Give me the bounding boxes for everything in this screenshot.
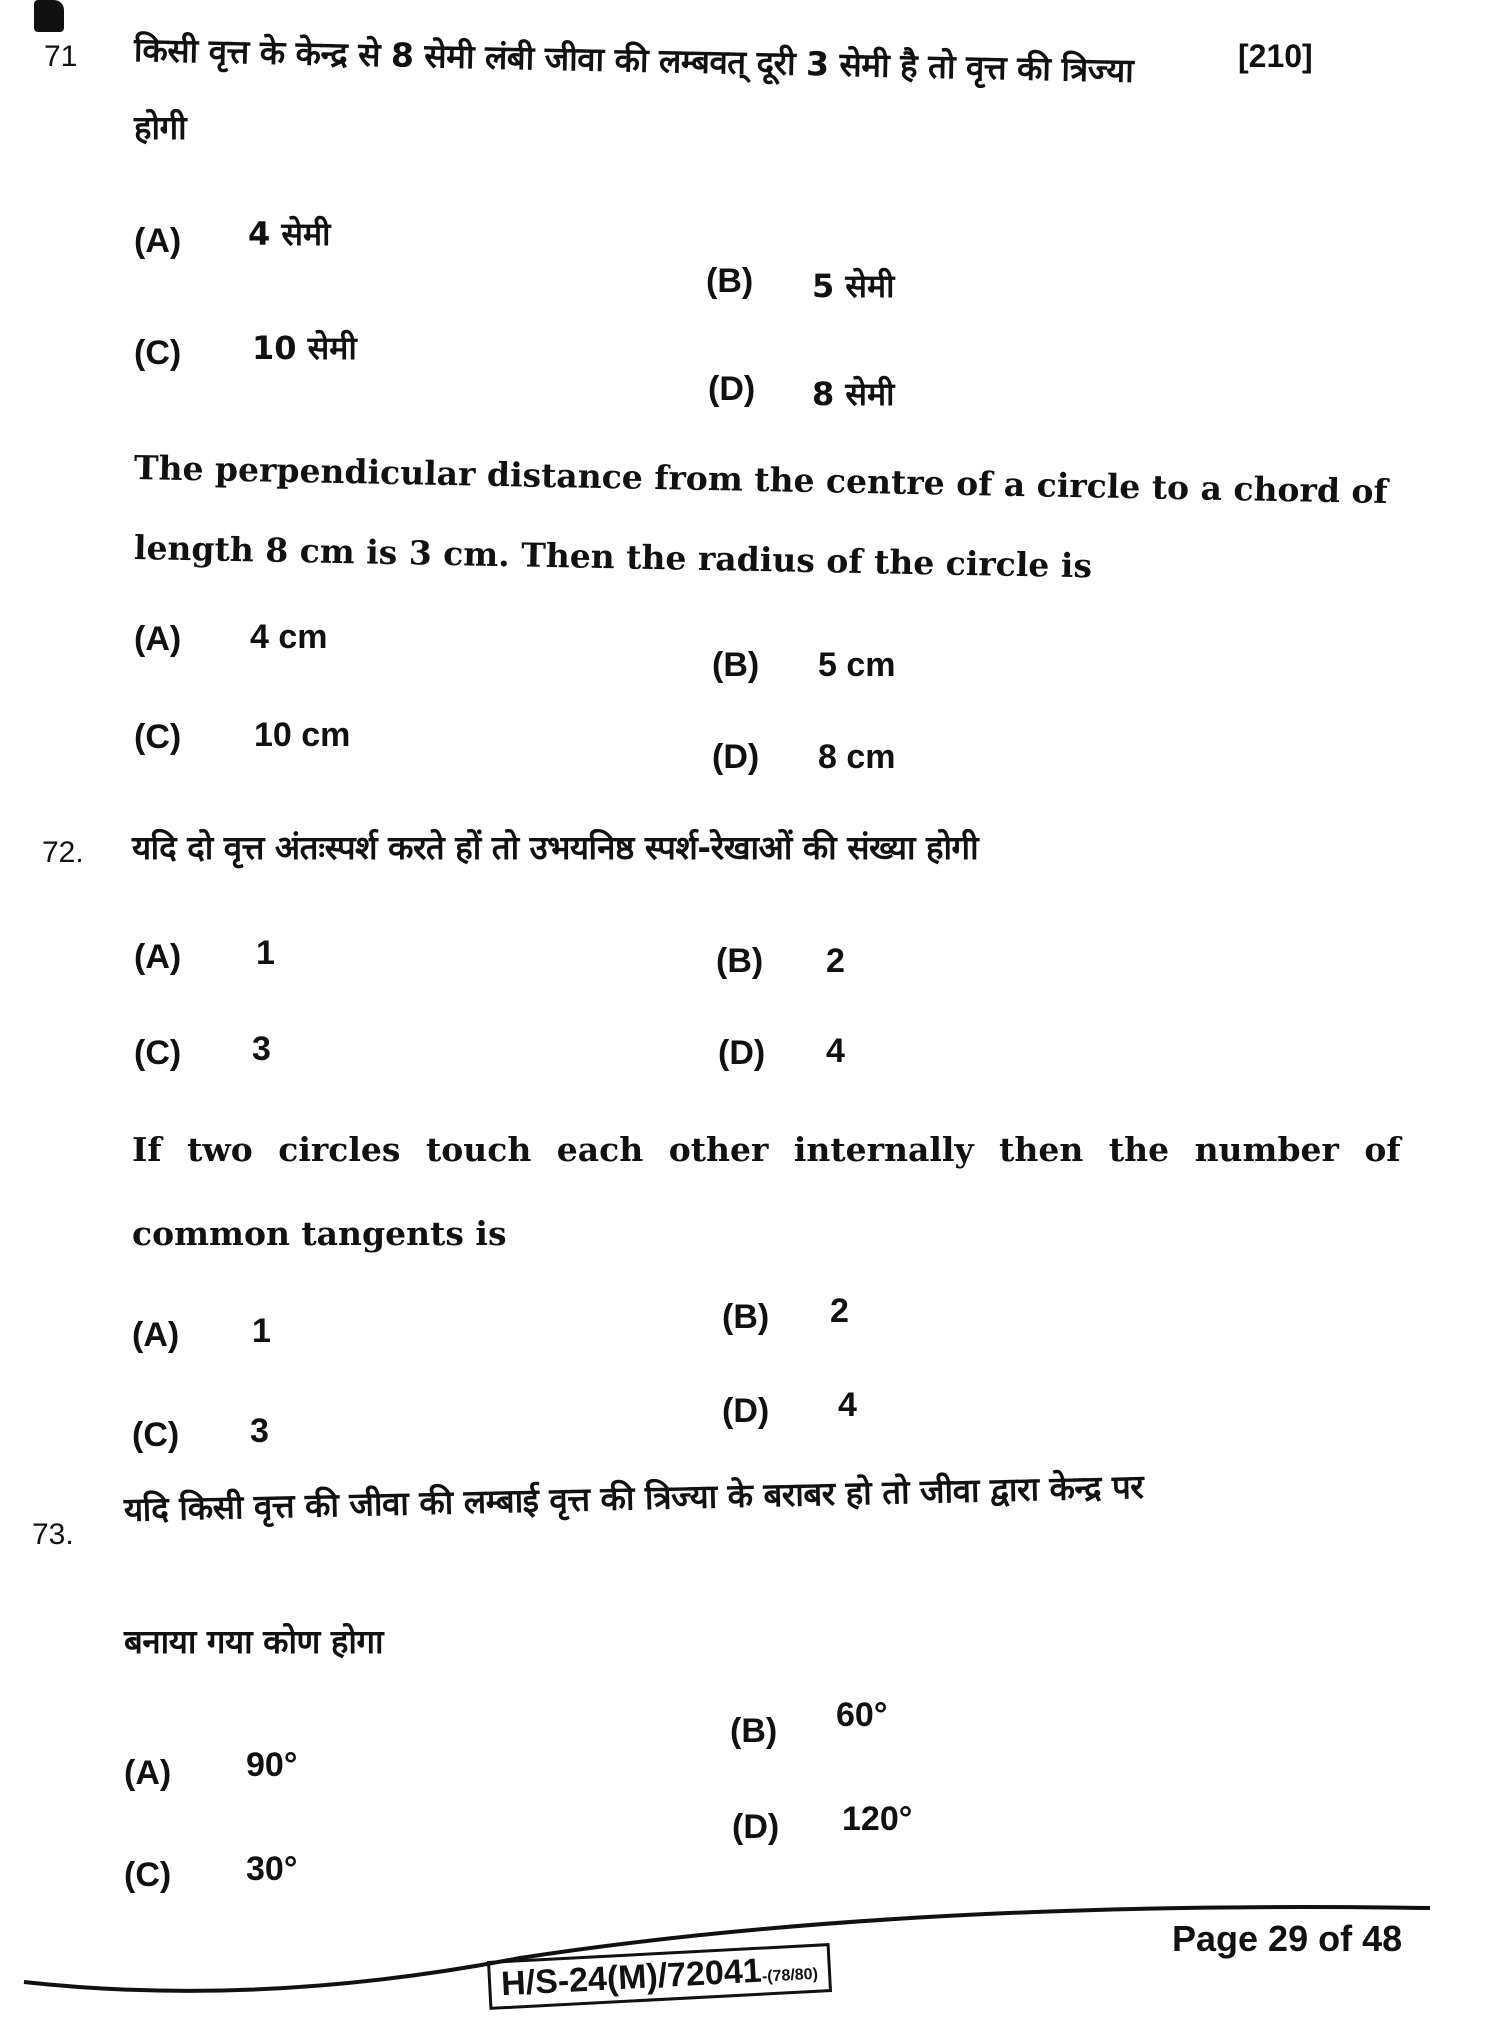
question-72-english-line2: common tangents is bbox=[132, 1214, 507, 1253]
q71-hi-option-a-label: (A) bbox=[134, 222, 182, 260]
question-71-english-line2: length 8 cm is 3 cm. Then the radius of the circle is bbox=[133, 528, 1093, 586]
q72-hi-option-b-label: (B) bbox=[716, 942, 764, 980]
question-72-hindi: यदि दो वृत्त अंतःस्पर्श करते हों तो उभयनिष्ठ स्पर्श-रेखाओं की संख्या होगी bbox=[132, 828, 979, 867]
q72-en-option-c-value: 3 bbox=[250, 1412, 269, 1450]
q73-option-a-value: 90° bbox=[246, 1746, 298, 1784]
q71-en-option-b-label: (B) bbox=[712, 646, 760, 684]
q72-hi-option-d-value: 4 bbox=[826, 1032, 845, 1070]
document-code: [210] bbox=[1238, 38, 1313, 74]
q71-en-option-c-label: (C) bbox=[134, 718, 182, 756]
question-number: 73. bbox=[32, 1518, 74, 1551]
q71-en-option-a-label: (A) bbox=[134, 620, 182, 658]
page-number: Page 29 of 48 bbox=[1172, 1918, 1403, 1959]
q71-hi-option-b-label: (B) bbox=[706, 262, 754, 300]
q71-hi-option-d-value: 8 सेमी bbox=[812, 375, 895, 413]
q71-en-option-d-label: (D) bbox=[712, 738, 760, 776]
q71-hi-option-c-value: 10 सेमी bbox=[252, 329, 357, 367]
question-71-hindi-line1: किसी वृत्त के केन्द्र से 8 सेमी लंबी जीवा की लम्बवत् दूरी 3 सेमी है तो वृत्त की त्रिज्या bbox=[133, 30, 1134, 90]
question-71-english-line1: The perpendicular distance from the centre of a circle to a chord of bbox=[133, 448, 1389, 512]
question-72-english-line1: If two circles touch each other internally then the number of bbox=[132, 1130, 1401, 1169]
question-71-hindi-line2: होगी bbox=[134, 108, 187, 147]
q73-option-d-value: 120° bbox=[842, 1800, 913, 1838]
q72-en-option-b-value: 2 bbox=[830, 1292, 849, 1330]
question-73-hindi-line1: यदि किसी वृत्त की जीवा की लम्बाई वृत्त की त्रिज्या के बराबर हो तो जीवा द्वारा केन्द्र पर bbox=[123, 1466, 1144, 1529]
q73-option-a-label: (A) bbox=[124, 1754, 172, 1792]
paper-code-suffix: -(78/80) bbox=[761, 1965, 819, 1986]
q72-en-option-d-value: 4 bbox=[838, 1386, 857, 1424]
q72-hi-option-d-label: (D) bbox=[718, 1034, 766, 1072]
q72-en-option-a-label: (A) bbox=[132, 1316, 180, 1354]
q72-hi-option-c-label: (C) bbox=[134, 1034, 182, 1072]
q73-option-c-value: 30° bbox=[246, 1850, 298, 1888]
q72-hi-option-c-value: 3 bbox=[252, 1030, 271, 1068]
q71-en-option-b-value: 5 cm bbox=[818, 646, 896, 684]
q71-en-option-c-value: 10 cm bbox=[254, 716, 351, 754]
q72-en-option-a-value: 1 bbox=[252, 1312, 271, 1350]
q72-en-option-c-label: (C) bbox=[132, 1416, 180, 1454]
q71-en-option-d-value: 8 cm bbox=[818, 738, 896, 776]
q73-option-b-label: (B) bbox=[730, 1712, 778, 1750]
q72-en-option-d-label: (D) bbox=[722, 1392, 770, 1430]
question-number: 72. bbox=[42, 836, 84, 869]
q73-option-c-label: (C) bbox=[124, 1856, 172, 1894]
q71-hi-option-a-value: 4 सेमी bbox=[248, 215, 331, 253]
q71-hi-option-b-value: 5 सेमी bbox=[812, 267, 895, 305]
corner-marker-icon bbox=[34, 0, 64, 32]
q71-en-option-a-value: 4 cm bbox=[250, 618, 328, 656]
q73-option-d-label: (D) bbox=[732, 1808, 780, 1846]
paper-code: H/S-24(M)/72041 bbox=[500, 1951, 763, 2004]
q71-hi-option-c-label: (C) bbox=[134, 334, 182, 372]
q72-en-option-b-label: (B) bbox=[722, 1298, 770, 1336]
q73-option-b-value: 60° bbox=[836, 1696, 888, 1734]
q72-hi-option-a-value: 1 bbox=[256, 934, 275, 972]
q72-hi-option-b-value: 2 bbox=[826, 942, 845, 980]
question-number: 71 bbox=[44, 40, 78, 73]
q72-hi-option-a-label: (A) bbox=[134, 938, 182, 976]
question-73-hindi-line2: बनाया गया कोण होगा bbox=[124, 1622, 384, 1661]
q71-hi-option-d-label: (D) bbox=[708, 370, 756, 408]
